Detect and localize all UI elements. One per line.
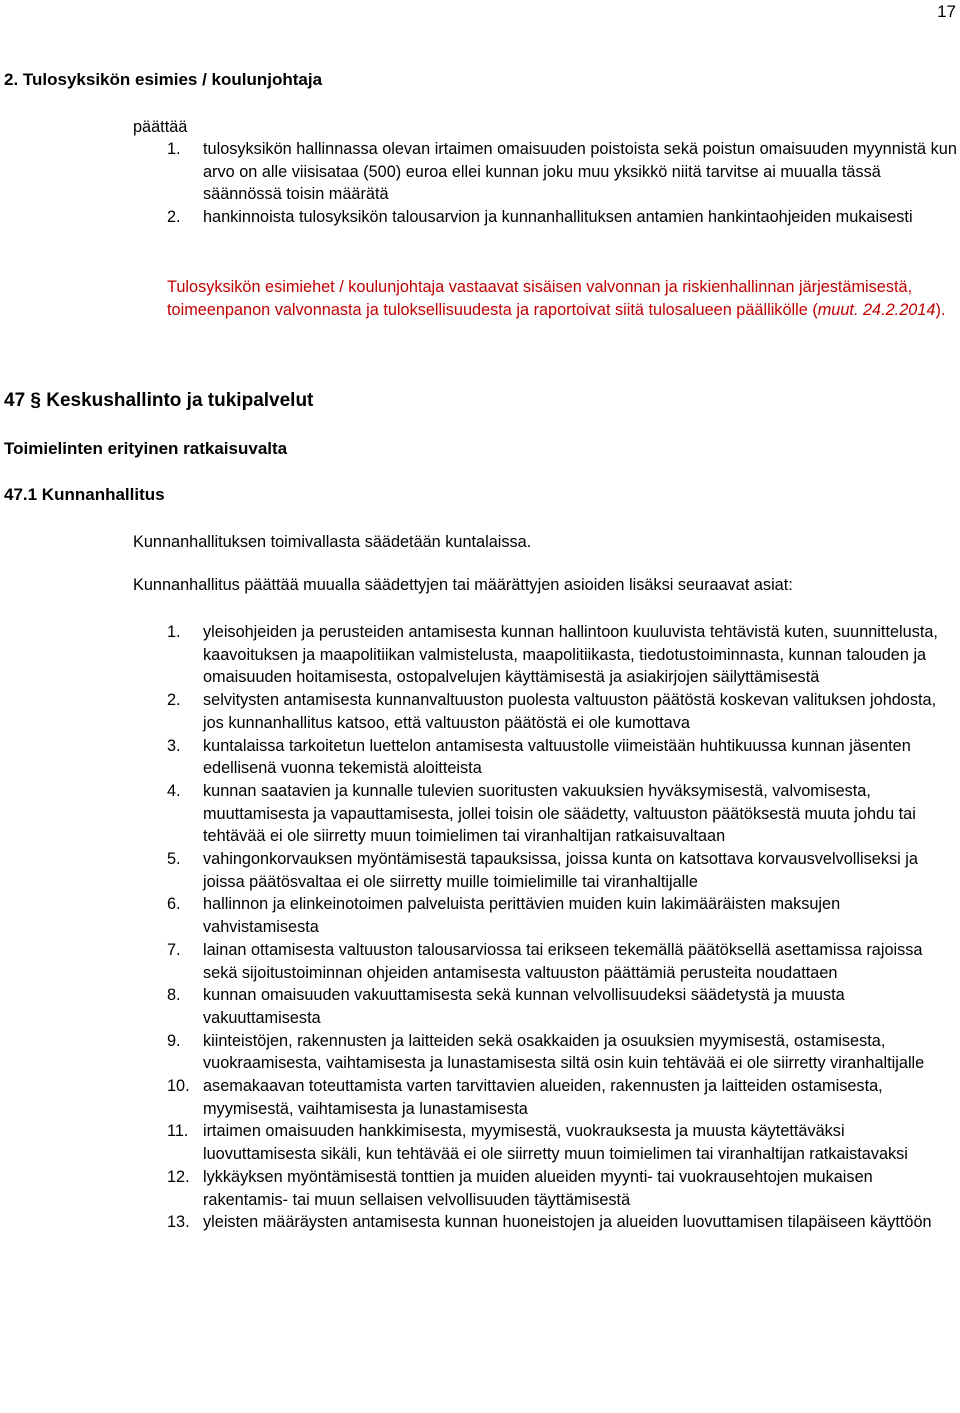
section-2-list bbox=[167, 138, 957, 229]
decides-label: päättää bbox=[133, 118, 188, 136]
list-item: 4. kunnan saatavien ja kunnalle tulevien suoritusten vakuuksien hyväksymisestä, valvomisesta, muuttamisesta ja vapauttamisesta, jollei toisin ole säädetty, valtuuston päätöksestä muuta johdu tai tehtävää ei ole siirretty muun toimielimen tai viranhaltijan ratkaisuvaltaan bbox=[167, 781, 916, 846]
page-number: 17 bbox=[937, 2, 956, 21]
list-item: 3. kuntalaissa tarkoitetun luettelon antamisesta valtuustolle viimeistään huhtikuussa kunnan jäsenten edellisenä vuonna tekemistä aloitteista bbox=[167, 736, 911, 778]
list-item: 13. yleisten määräysten antamisesta kunnan huoneistojen ja alueiden luovuttamisen tilapäiseen käyttöön bbox=[167, 1213, 932, 1232]
list-item: 11. irtaimen omaisuuden hankkimisesta, myymisestä, vuokrauksesta ja muusta käytettäväksi luovuttamisesta sikäli, kun tehtävää ei ole siirretty muun toimielimen tai viranhaltijan ratkaistavaksi bbox=[167, 1122, 908, 1164]
list-item: 1. tulosyksikön hallinnassa olevan irtaimen omaisuuden poistoista sekä poistun omaisuuden myynnistä kun arvo on alle viisisataa (500) euroa ellei kunnan joku muu yksikkö niitä tarvitse ai muualla tässä säännössä toisin määrätä bbox=[167, 140, 957, 204]
authority-paragraph: Kunnanhallituksen toimivallasta säädetään kuntalaissa. bbox=[133, 533, 532, 551]
responsibility-note: Tulosyksikön esimiehet / koulunjohtaja vastaavat sisäisen valvonnan ja riskienhallinnan järjestämisestä, toimeenpanon valvonnasta ja tuloksellisuudesta ja raportoivat siitä tulosalueen päällikölle (muut. 24.2.2014). bbox=[167, 278, 946, 319]
decides-paragraph: Kunnanhallitus päättää muualla säädettyjen tai määrättyjen asioiden lisäksi seuraavat asiat: bbox=[133, 576, 793, 594]
list-item: 9. kiinteistöjen, rakennusten ja laitteiden sekä osakkaiden ja osuuksien myymisestä, ostamisesta, vuokraamisesta, vaihtamisesta ja lunastamisesta siltä osin kuin tehtävää ei ole siirretty viranhaltijalle bbox=[167, 1031, 925, 1073]
list-item: 5. vahingonkorvauksen myöntämisestä tapauksissa, joissa kunta on katsottava korvausvelvolliseksi ja joissa päätösvaltaa ei ole siirretty muille toimielimille tai viranhaltijalle bbox=[167, 850, 918, 891]
list-item: 2. hankinnoista tulosyksikön talousarvion ja kunnanhallituksen antamien hankintaohjeiden mukaisesti bbox=[167, 208, 913, 227]
list-item: 2. selvitysten antamisesta kunnanvaltuuston puolesta valtuuston päätöstä koskevan valituksen johdosta, jos kunnanhallitus katsoo, että valtuuston päätöstä ei ole kumottava bbox=[167, 691, 937, 732]
special-authority-heading: Toimielinten erityinen ratkaisuvalta bbox=[4, 439, 288, 458]
list-item: 8. kunnan omaisuuden vakuuttamisesta sekä kunnan velvollisuudeksi säädetystä ja muusta vakuuttamisesta bbox=[167, 986, 845, 1027]
list-item: 12. lykkäyksen myöntämisestä tonttien ja muiden alueiden myynti- tai vuokrausehtojen mukaisen rakentamis- tai muun sellaisen velvollisuuden täyttämisestä bbox=[167, 1167, 873, 1209]
section-47-heading: 47 § Keskushallinto ja tukipalvelut bbox=[4, 390, 314, 411]
list-item: 6. hallinnon ja elinkeinotoimen palveluista perittävien muiden kuin lakimääräisten maksujen vahvistamisesta bbox=[167, 895, 841, 937]
list-item: 10. asemakaavan toteuttamista varten tarvittavien alueiden, rakennusten ja laitteiden ostamisesta, myymisestä, vaihtamisesta ja lunastamisesta bbox=[167, 1077, 883, 1118]
municipal-board-heading: 47.1 Kunnanhallitus bbox=[4, 485, 165, 504]
list-item: 7. lainan ottamisesta valtuuston talousarviossa tai erikseen tekemällä päätöksellä asettamissa rajoissa sekä sijoitustoiminnan ohjeiden antamisesta valtuuston päättämiä perusteita noudattaen bbox=[167, 940, 923, 982]
municipal-board-list bbox=[167, 621, 957, 1234]
section-2-heading: 2. Tulosyksikön esimies / koulunjohtaja bbox=[4, 70, 323, 89]
list-item: 1. yleisohjeiden ja perusteiden antamisesta kunnan hallintoon kuuluvista tehtävistä kuten, suunnittelusta, kaavoituksen ja maapolitiikan valmistelusta, maapolitiikasta, tiedotustoiminnasta, kunnan talouden ja omaisuuden hoitamisesta, ostopalvelujen käyttämisestä ja asiakirjojen säilyttämisestä bbox=[167, 623, 938, 687]
